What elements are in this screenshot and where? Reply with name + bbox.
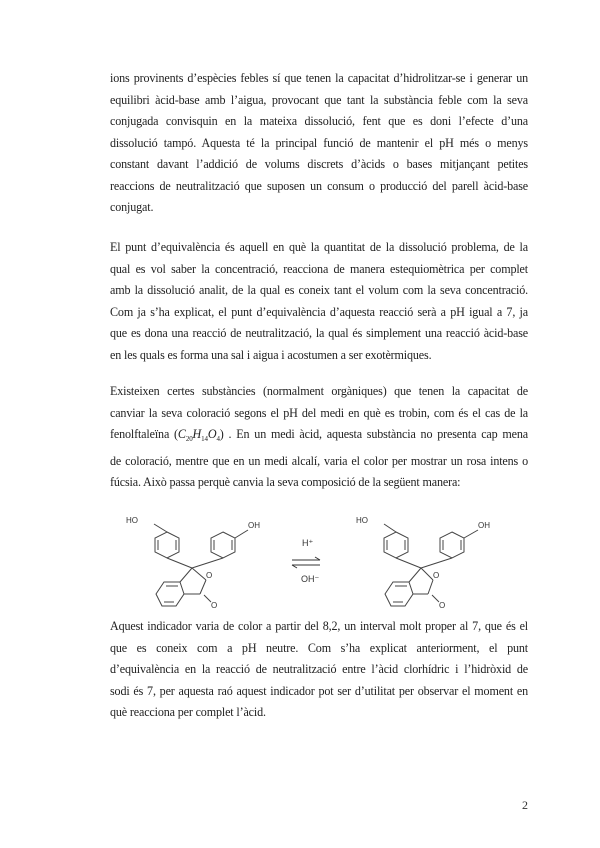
text-line: ions provinents d’espècies febles sí que tenen la capacitat d’hidrolitzar-se i generar un: [110, 71, 528, 85]
formula-element-c: C: [177, 427, 186, 441]
paragraph-indicator-range: [110, 616, 528, 724]
text-line: en les quals es forma una sal i aigua i acostumen a ser exotèrmiques.: [110, 347, 432, 362]
text-fragment: fenolftaleïna (: [110, 427, 178, 441]
right-phenyl-ring: [211, 532, 235, 558]
left-oh-label: OH: [248, 521, 260, 530]
formula-subscript: 4: [216, 435, 220, 443]
left-carbonyl-oxygen-label: O: [211, 601, 218, 610]
text-line: El punt d’equivalència és aquell en què la quantitat de la dissolució problema, de la: [110, 240, 528, 254]
text-line: conjugat.: [110, 200, 154, 214]
formula-subscript: 14: [201, 435, 208, 443]
right-carbonyl-oxygen-label: O: [439, 601, 446, 610]
text-line: fúcsia. Això passa perquè canvia la seva composició de la següent manera:: [110, 475, 461, 489]
left-molecule: [154, 524, 248, 606]
text-line: que es coneix com a pH neutre. Com s’ha explicat anteriorment, el punt: [110, 640, 528, 655]
text-line: canviar la seva coloració segons el pH del medi en què es trobin, com és el cas de la: [110, 405, 528, 420]
text-line: d’equivalència en la reacció de neutralització entre l’àcid clorhídric i l’hidròxid de: [110, 662, 528, 676]
text-line: sodi és 7, per aquesta raó aquest indicador pot ser d’utilitat per observar el moment en: [110, 683, 528, 698]
text-line: Com ja s’ha explicat, el punt d’equivalència d’aquesta reacció serà a pH igual a 7, ja: [110, 304, 528, 319]
arrow-bottom-label: OH⁻: [301, 574, 320, 584]
text-line: reaccions de neutralització que suposen un consum o producció del parell àcid-base: [110, 178, 528, 193]
text-line: constant davant l’addició de volums discrets d’àcids o bases mitjançant petites: [110, 157, 528, 171]
text-line: amb la dissolució analit, de la qual es coneix tant el volum com la seva concentració.: [110, 283, 528, 297]
text-line: que es dona una reacció de neutralització, la qual és simplement una reacció àcid-base: [110, 326, 528, 340]
formula-element-o: O: [207, 427, 217, 441]
paragraph-indicators: [110, 381, 528, 494]
right-ring-oxygen-label: O: [433, 571, 440, 580]
text-line: [110, 424, 528, 451]
formula-element-h: H: [192, 427, 202, 441]
page-number: 2: [522, 798, 528, 812]
paragraph-buffer-solution: [110, 68, 528, 219]
text-line: equilibri àcid-base amb l’aigua, provocant que tant la substància feble com la seva: [110, 92, 528, 107]
text-fragment: ) . En un medi àcid, aquesta substància no presenta cap mena: [219, 427, 528, 441]
text-line: Existeixen certes substàncies (normalment orgàniques) que tenen la capacitat de: [110, 384, 528, 398]
right-phenyl-ring: [440, 532, 464, 558]
right-molecule: [384, 524, 478, 606]
text-line: dissolució tampó. Aquesta té la principal funció de mantenir el pH més o menys: [110, 135, 528, 150]
equilibrium-arrow: [292, 557, 320, 568]
formula-subscript: 20: [185, 435, 193, 443]
arrow-top-label: H⁺: [302, 538, 314, 548]
left-phenyl-ring: [155, 532, 179, 558]
text-line: de coloració, mentre que en un medi alcalí, varia el color per mostrar un rosa intens o: [110, 453, 528, 468]
left-phenyl-ring: [384, 532, 408, 558]
phenolphthalein-reaction-figure: [120, 510, 500, 615]
phenolphthalein-formula: [178, 427, 220, 441]
right-oh-label: OH: [478, 521, 490, 530]
paragraph-equivalence-point: [110, 237, 528, 366]
text-line: què reacciona per complet l’àcid.: [110, 705, 266, 719]
text-line: qual es vol saber la concentració, reacciona de manera estequiomètrica per complet: [110, 261, 528, 276]
left-ring-oxygen-label: O: [206, 571, 213, 580]
text-line: Aquest indicador varia de color a partir del 8,2, un interval molt proper al 7, que és el: [110, 619, 528, 633]
text-line: conjugada convisquin en la mateixa dissolució, fent que es doni l’efecte d’una: [110, 114, 528, 128]
left-ho-label: HO: [126, 516, 138, 525]
right-ho-label: HO: [356, 516, 368, 525]
